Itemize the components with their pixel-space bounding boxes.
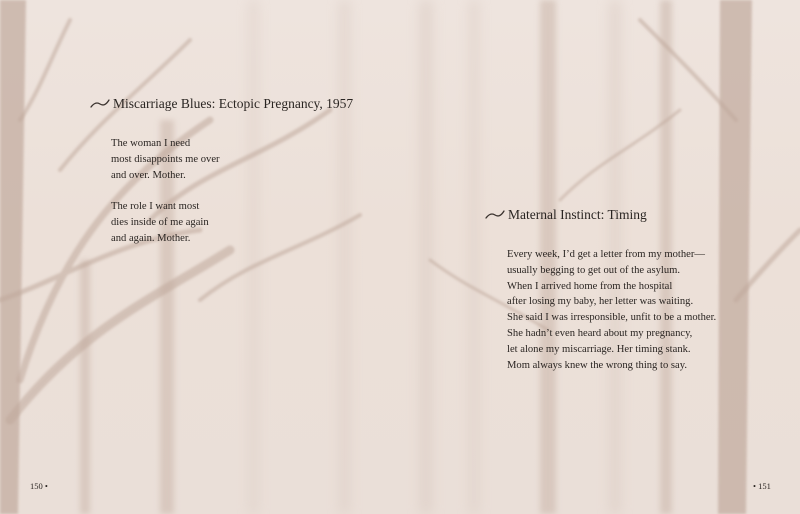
poem-line: dies inside of me again bbox=[111, 216, 209, 228]
poem-line: She said I was irresponsible, unfit to be a mother. bbox=[507, 312, 717, 324]
poem-title bbox=[485, 206, 647, 224]
poem-line: When I arrived home from the hospital bbox=[507, 280, 673, 292]
poem-title bbox=[90, 95, 353, 113]
flourish-icon bbox=[485, 210, 505, 220]
poem-line: She hadn’t even heard about my pregnancy, bbox=[507, 327, 693, 339]
poem-line: after losing my baby, her letter was waiting. bbox=[507, 296, 694, 308]
page-number: • 151 bbox=[753, 481, 771, 491]
poem-line: and over. Mother. bbox=[111, 169, 186, 181]
poem-title-text: Maternal Instinct: Timing bbox=[508, 207, 647, 222]
right-page bbox=[400, 0, 800, 514]
poem-line: Every week, I’d get a letter from my mother— bbox=[507, 249, 705, 260]
poem-line: let alone my miscarriage. Her timing stank. bbox=[507, 343, 691, 355]
stanza bbox=[507, 247, 716, 373]
stanza bbox=[111, 199, 209, 246]
poem-line: Mom always knew the wrong thing to say. bbox=[507, 359, 687, 371]
poem-title-text: Miscarriage Blues: Ectopic Pregnancy, 1957 bbox=[113, 96, 354, 111]
poem-line: usually begging to get out of the asylum. bbox=[507, 264, 681, 276]
poem-line: The woman I need bbox=[111, 138, 191, 149]
poem-line: The role I want most bbox=[111, 201, 200, 212]
poem-line: most disappoints me over bbox=[111, 153, 220, 165]
stanza bbox=[111, 136, 220, 183]
poem-line: and again. Mother. bbox=[111, 232, 191, 244]
page-number: 150 • bbox=[30, 481, 48, 491]
flourish-icon bbox=[90, 99, 110, 109]
